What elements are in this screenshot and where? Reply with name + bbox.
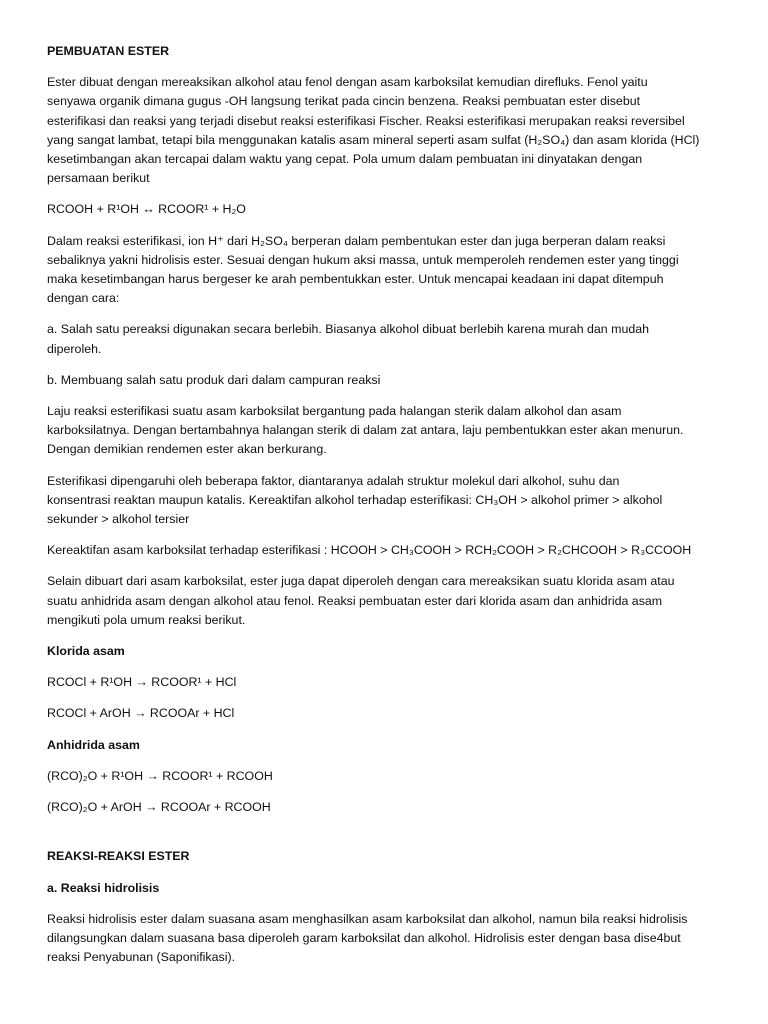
paragraph-hidrolisis	[47, 910, 727, 968]
equation-esterification: RCOOH + R¹OH ↔ RCOOR¹ + H₂O	[47, 202, 246, 217]
section-title-pembuatan-ester: PEMBUATAN ESTER	[47, 44, 170, 58]
list-item-b: b. Membuang salah satu produk dari dalam campuran reaksi	[47, 372, 381, 387]
paragraph-line: Selain dibuart dari asam karboksilat, ester juga dapat diperoleh dengan cara mereaksikan suatu klorida asam atau	[47, 574, 675, 589]
paragraph-line: reaksi Penyabunan (Saponifikasi).	[47, 950, 236, 965]
paragraph-line: mengikuti pola umum reaksi berikut.	[47, 612, 246, 627]
paragraph-line: Esterifikasi dipengaruhi oleh beberapa faktor, diantaranya adalah struktur molekul dari alkohol, suhu dan	[47, 473, 620, 488]
subheading-anhidrida-asam: Anhidrida asam	[47, 737, 140, 752]
equation-klorida-1: RCOCl + R¹OH → RCOOR¹ + HCl	[47, 675, 237, 690]
list-item-a	[47, 320, 727, 358]
paragraph-selain	[47, 572, 727, 630]
subheading-klorida-asam: Klorida asam	[47, 644, 125, 659]
paragraph-line: Ester dibuat dengan mereaksikan alkohol atau fenol dengan asam karboksilat kemudian direfluks. Fenol yaitu	[47, 75, 648, 90]
paragraph-line: senyawa organik dimana gugus -OH langsung terikat pada cincin benzena. Reaksi pembuatan ester disebut	[47, 94, 641, 109]
paragraph-line: Dengan demikian rendemen ester akan berkurang.	[47, 442, 327, 457]
paragraph-line: sebaliknya yakni hidrolisis ester. Sesuai dengan hukum aksi massa, untuk memperoleh rendemen ester yang tinggi	[47, 252, 679, 267]
section-title-reaksi-ester: REAKSI-REAKSI ESTER	[47, 849, 190, 864]
document-page	[47, 42, 727, 967]
paragraph-line: maka kesetimbangan harus bergeser ke arah pembentukkan ester. Untuk mencapai keadaan ini dapat ditempuh	[47, 272, 664, 287]
paragraph-line: Reaksi hidrolisis ester dalam suasana asam menghasilkan asam karboksilat dan alkohol, namun bila reaksi hidrolisis	[47, 911, 688, 926]
subheading-reaksi-hidrolisis: a. Reaksi hidrolisis	[47, 880, 160, 895]
paragraph-line: suatu anhidrida asam dengan alkohol atau fenol. Reaksi pembuatan ester dari klorida asam dan anhidrida asam	[47, 593, 663, 608]
equation-anhidrida-2: (RCO)₂O + ArOH → RCOOAr + RCOOH	[47, 800, 271, 815]
paragraph-line: a. Salah satu pereaksi digunakan secara berlebih. Biasanya alkohol dibuat berlebih karena murah dan mudah	[47, 322, 650, 337]
paragraph-kereaktifan-asam: Kereaktifan asam karboksilat terhadap esterifikasi : HCOOH > CH₃COOH > RCH₂COOH > R₂CHCOOH > R₃CCOOH	[47, 543, 692, 558]
paragraph-line: Laju reaksi esterifikasi suatu asam karboksilat bergantung pada halangan sterik dalam alkohol dan asam	[47, 404, 622, 419]
paragraph-laju-reaksi	[47, 402, 727, 460]
paragraph-line: karboksilatnya. Dengan bertambahnya halangan sterik di dalam zat antara, laju pembentukkan ester akan menurun.	[47, 423, 684, 438]
paragraph-ion-h	[47, 232, 727, 309]
paragraph-line: konsentrasi reaktan maupun katalis. Kereaktifan alkohol terhadap esterifikasi: CH₃OH > alkohol primer > alkohol	[47, 492, 663, 507]
paragraph-line: dengan cara:	[47, 291, 120, 306]
equation-anhidrida-1: (RCO)₂O + R¹OH → RCOOR¹ + RCOOH	[47, 768, 273, 783]
paragraph-line: sekunder > alkohol tersier	[47, 512, 190, 527]
paragraph-intro	[47, 73, 727, 188]
paragraph-line: dilangsungkan dalam suasana basa diperoleh garam karboksilat dan alkohol. Hidrolisis ester dengan basa dise4but	[47, 930, 681, 945]
paragraph-line: Dalam reaksi esterifikasi, ion H⁺ dari H₂SO₄ berperan dalam pembentukan ester dan juga berperan dalam reaksi	[47, 233, 666, 248]
paragraph-line: diperoleh.	[47, 341, 102, 356]
paragraph-line: persamaan berikut	[47, 171, 150, 186]
paragraph-line: kesetimbangan akan tercapai dalam waktu yang cepat. Pola umum dalam pembuatan ini dinyatakan dengan	[47, 152, 643, 167]
paragraph-line: yang sangat lambat, tetapi bila menggunakan katalis asam mineral seperti asam sulfat (H₂SO₄) dan asam klorida (HCl)	[47, 132, 700, 147]
paragraph-faktor	[47, 472, 727, 530]
paragraph-line: esterifikasi dan reaksi yang terjadi disebut reaksi esterifikasi Fischer. Reaksi esterifikasi merupakan reaksi reversibel	[47, 113, 685, 128]
equation-klorida-2: RCOCl + ArOH → RCOOAr + HCl	[47, 706, 235, 721]
